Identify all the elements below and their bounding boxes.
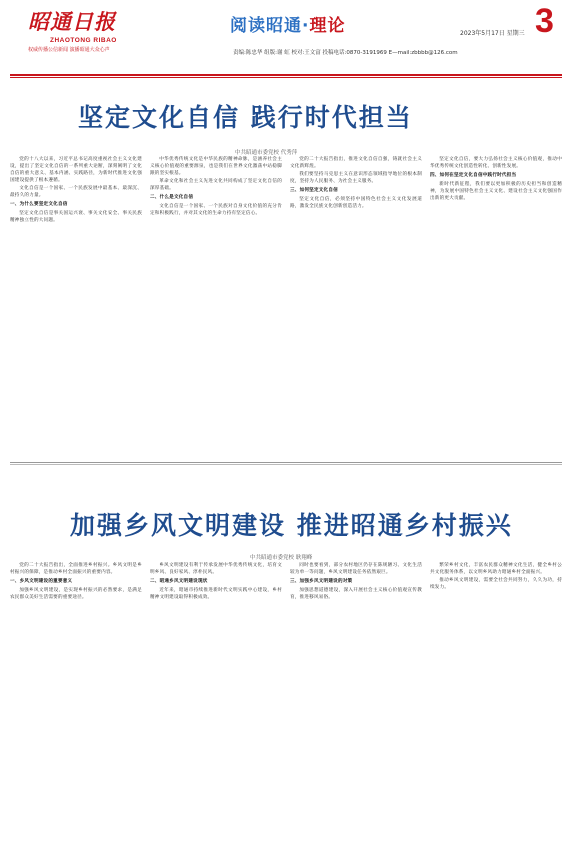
article-1-byline: 中共昭通市委党校 代秀萍	[235, 150, 298, 156]
body-paragraph: 文化自信是一个国家、一个民族发展中最基本、最深沉、最持久的力量。	[10, 186, 142, 198]
section-subheading: 三、如何坚定文化自信	[290, 188, 338, 193]
body-paragraph: 同时也要看到，部分农村地区仍存在陈规陋习、文化生活较为单一等问题，乡风文明建设任务依然艰巨。	[290, 563, 422, 575]
article-2-body	[10, 562, 562, 862]
text-column	[150, 562, 282, 862]
section-subheading: 四、如何在坚定文化自信中践行时代担当	[430, 173, 517, 178]
body-paragraph: 繁荣乡村文化，丰富农民群众精神文化生活，健全乡村公共文化服务体系，以文明乡风助力昭通乡村全面振兴。	[430, 563, 562, 575]
body-paragraph: 加强乡风文明建设，是实现乡村振兴的必然要求，是满足农民群众美好生活需要的重要途径。	[10, 588, 142, 600]
masthead-rule	[10, 74, 562, 76]
text-column	[290, 562, 422, 862]
logo-motto: 权威传播公信新闻 演播昭通大众心声	[28, 47, 110, 53]
newspaper-logo[interactable]	[28, 6, 148, 53]
text-column	[430, 156, 562, 456]
body-paragraph: 坚定文化自信，必须坚持中国特色社会主义文化发展道路，激发全民族文化创新创造活力。	[290, 197, 422, 209]
article-2-headline[interactable]: 加强乡风文明建设 推进昭通乡村振兴	[70, 511, 513, 540]
section-subheading: 二、什么是文化自信	[150, 195, 194, 200]
body-paragraph: 党的二十大报告指出，推进文化自信自强，铸就社会主义文化新辉煌。	[290, 157, 422, 169]
section-subheading: 一、乡风文明建设的重要意义	[10, 579, 73, 584]
page-number: 3	[535, 2, 554, 40]
text-column	[10, 562, 142, 862]
article-1-headline[interactable]: 坚定文化自信 践行时代担当	[78, 103, 413, 132]
logo-pinyin: ZHAOTONG RIBAO	[50, 37, 117, 44]
section-subheading: 二、昭通乡风文明建设现状	[150, 579, 208, 584]
section-subheading: 三、加强乡风文明建设的对策	[290, 579, 353, 584]
body-paragraph: 我们要坚持马克思主义在意识形态领域指导地位的根本制度，坚持为人民服务、为社会主义服务。	[290, 172, 422, 184]
logo-text: 昭通日报	[28, 9, 116, 34]
body-paragraph: 党的二十大报告指出，全面推进乡村振兴。乡风文明是乡村振兴的保障，是推动乡村全面振兴的重要内容。	[10, 563, 142, 575]
section-highlight: 理论	[309, 16, 346, 36]
body-paragraph: 近年来，昭通市持续推进新时代文明实践中心建设，乡村精神文明建设取得积极成效。	[150, 588, 282, 600]
body-paragraph: 加强思想道德建设，深入开展社会主义核心价值观宣传教育，推进移风易俗。	[290, 588, 422, 600]
body-paragraph: 坚定文化自信，要大力弘扬社会主义核心价值观，推动中华优秀传统文化创造性转化、创新性发展。	[430, 157, 562, 169]
section-label: 阅读昭通·	[230, 16, 310, 36]
section-subheading: 一、为什么要坚定文化自信	[10, 202, 68, 207]
editorial-credits: 责编:陈忠华 组版:谢 虹 校对:王文富 投稿电话:0870-3191969 E—mail:zbbbb@126.com	[233, 50, 458, 56]
section-title	[230, 11, 345, 36]
article-divider-secondary	[10, 464, 562, 465]
masthead-rule-thin	[10, 77, 562, 78]
body-paragraph: 文化自信是一个国家、一个民族对自身文化价值的充分肯定和积极践行，并对其文化的生命力持有坚定信心。	[150, 204, 282, 216]
masthead	[0, 0, 572, 78]
article-2-byline: 中共昭通市委党校 耿翔峰	[250, 555, 313, 561]
body-paragraph: 革命文化和社会主义先进文化共同构成了坚定文化自信的深厚基础。	[150, 179, 282, 191]
text-column	[290, 156, 422, 456]
body-paragraph: 乡风文明建设有利于传承发展中华优秀传统文化，培育文明乡风、良好家风、淳朴民风。	[150, 563, 282, 575]
text-column	[430, 562, 562, 862]
body-paragraph: 中华优秀传统文化是中华民族的精神命脉，是涵养社会主义核心价值观的重要源泉，也是我们在世界文化激荡中站稳脚跟的坚实根基。	[150, 157, 282, 176]
article-divider	[10, 462, 562, 463]
body-paragraph: 新时代新征程，我们要以更加积极的历史担当和创造精神，为发展中国特色社会主义文化、建设社会主义文化强国作出新的更大贡献。	[430, 182, 562, 201]
text-column	[150, 156, 282, 456]
body-paragraph: 坚定文化自信是事关国运兴衰、事关文化安全、事关民族精神独立性的大问题。	[10, 211, 142, 223]
body-paragraph: 推动乡风文明建设，需要全社会共同努力，久久为功，持续发力。	[430, 578, 562, 590]
text-column	[10, 156, 142, 456]
article-1-body	[10, 156, 562, 456]
issue-date: 2023年5月17日 星期三	[460, 30, 525, 37]
body-paragraph: 党的十八大以来，习近平总书记高度重视社会主义文化建设，提出了坚定文化自信的一系列重大论断，深刻阐明了文化自信的重大意义、基本内涵、实践路径，为新时代推进文化强国建设提供了根本遵循。	[10, 157, 142, 183]
